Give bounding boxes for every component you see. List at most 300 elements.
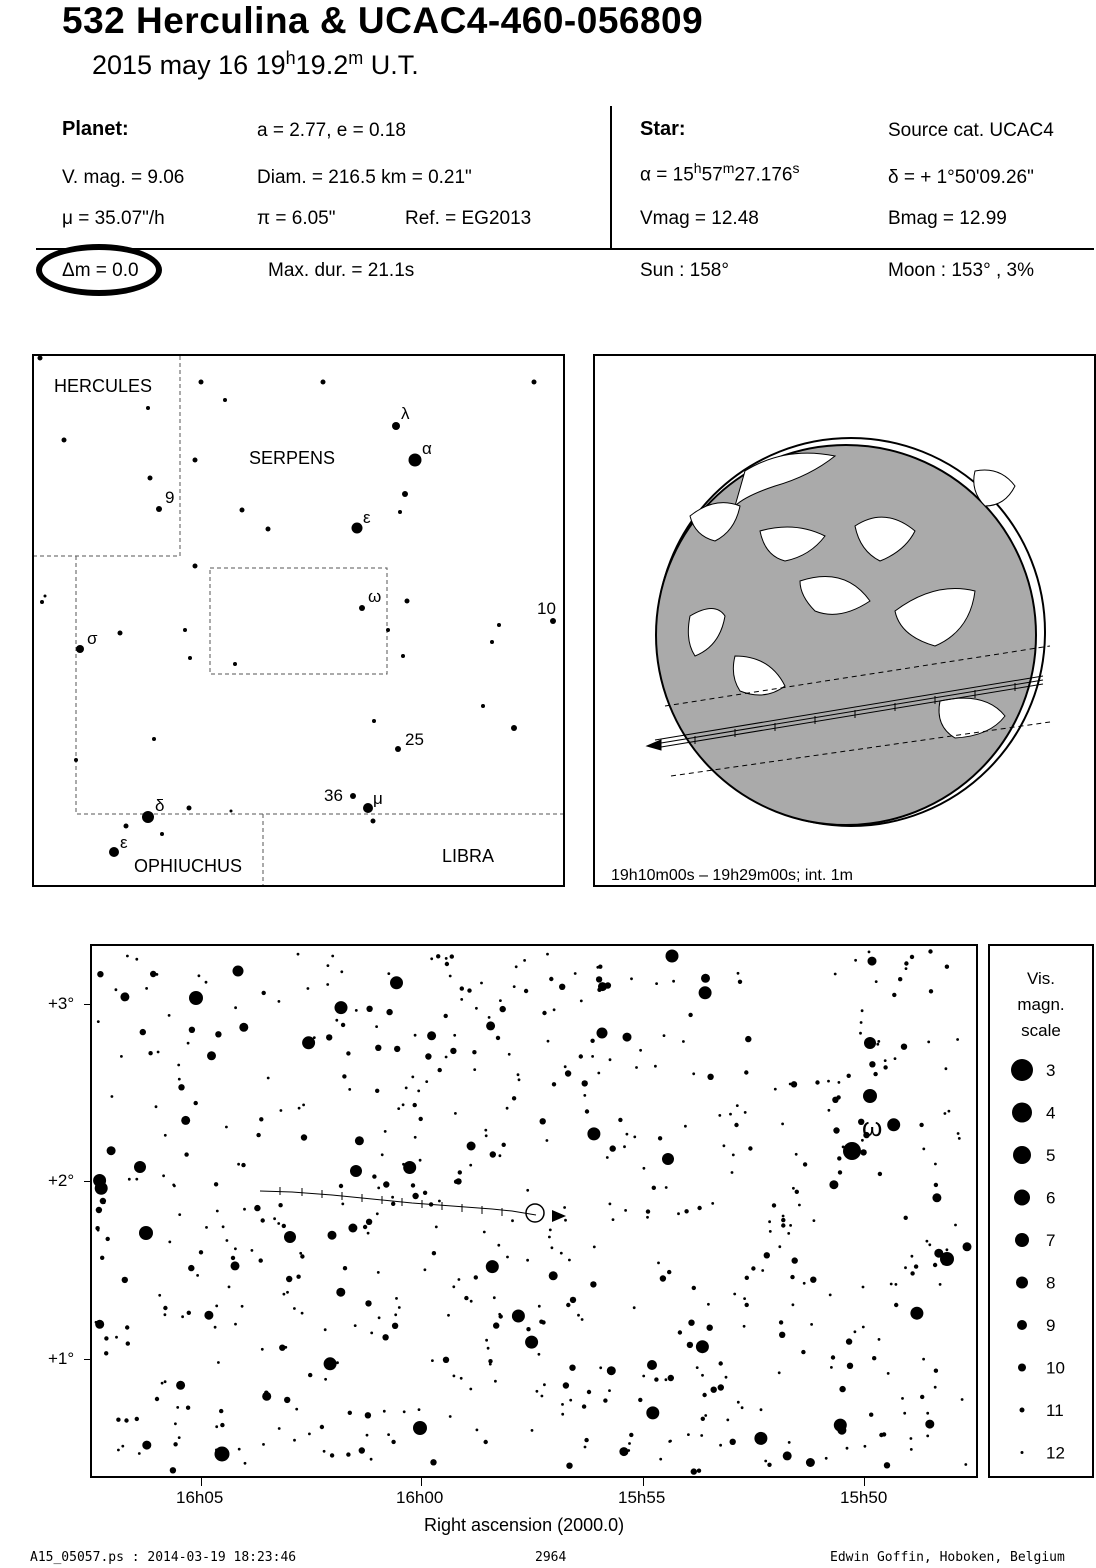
field-star xyxy=(878,1172,882,1176)
field-star xyxy=(536,1390,539,1393)
field-star xyxy=(215,1425,218,1428)
field-star xyxy=(282,1224,286,1228)
star-bmag: Bmag = 12.99 xyxy=(888,208,1007,229)
field-star xyxy=(234,1006,237,1009)
field-star xyxy=(348,1411,352,1415)
field-star xyxy=(425,1080,428,1083)
field-star xyxy=(158,1294,161,1297)
field-star xyxy=(526,1327,530,1331)
field-star xyxy=(810,1323,813,1326)
star-label-sigma: σ xyxy=(87,629,98,648)
field-star xyxy=(335,1019,338,1022)
field-star xyxy=(609,1203,612,1206)
field-star xyxy=(860,1021,863,1024)
field-star xyxy=(397,1107,400,1110)
field-star xyxy=(375,1045,381,1051)
field-star xyxy=(707,1325,713,1331)
constellation-stars xyxy=(38,356,557,857)
field-star xyxy=(869,1061,875,1067)
field-star xyxy=(540,1118,546,1124)
field-star xyxy=(320,1425,324,1429)
field-star xyxy=(432,1251,436,1255)
field-star xyxy=(764,1460,767,1463)
field-star xyxy=(591,1055,594,1058)
field-star xyxy=(390,976,403,989)
field-star xyxy=(418,1408,421,1411)
field-star xyxy=(663,1034,666,1037)
field-star xyxy=(925,1420,934,1429)
field-star xyxy=(295,1408,298,1411)
field-star xyxy=(904,1216,908,1220)
field-star xyxy=(920,1395,924,1399)
field-star xyxy=(696,1366,699,1369)
field-star xyxy=(787,1232,790,1235)
scale-dot-3 xyxy=(1011,1059,1033,1081)
field-star xyxy=(894,1057,897,1060)
xtick-1605 xyxy=(201,1478,202,1486)
ytick-1 xyxy=(84,1359,92,1360)
field-star xyxy=(862,1286,865,1289)
field-star xyxy=(445,957,448,960)
field-star xyxy=(830,1366,833,1369)
field-star xyxy=(394,1046,400,1052)
scale-label-11: 11 xyxy=(1046,1401,1064,1420)
max-duration: Max. dur. = 21.1s xyxy=(268,260,415,281)
field-stars xyxy=(93,949,971,1475)
field-star xyxy=(791,1081,797,1087)
field-star xyxy=(810,1277,816,1283)
field-star xyxy=(932,1193,941,1202)
field-star xyxy=(100,1198,106,1204)
field-star xyxy=(216,1210,219,1213)
scale-title-line-2: magn. xyxy=(1017,995,1065,1014)
field-star xyxy=(624,1209,627,1212)
field-star xyxy=(668,1375,674,1381)
field-star xyxy=(691,1468,697,1474)
field-star xyxy=(411,1076,414,1079)
star-label-epsilon-ser: ε xyxy=(363,508,371,527)
field-star xyxy=(875,980,878,983)
field-star xyxy=(697,1206,701,1210)
scale-dot-5 xyxy=(1013,1146,1031,1164)
field-star xyxy=(381,1153,384,1156)
field-star xyxy=(284,1397,290,1403)
footer-author: Edwin Goffin, Hoboken, Belgium xyxy=(830,1550,1065,1565)
ytick-label-1: +1° xyxy=(48,1349,75,1368)
field-star xyxy=(813,1219,816,1222)
field-star xyxy=(711,1202,714,1205)
delta-magnitude: Δm = 0.0 xyxy=(62,260,139,281)
field-star xyxy=(506,1256,509,1259)
field-star-bright xyxy=(134,1161,146,1173)
field-star xyxy=(286,1276,292,1282)
field-star xyxy=(398,1306,401,1309)
field-star xyxy=(782,1215,785,1218)
field-star xyxy=(701,974,710,983)
field-star xyxy=(366,1006,372,1012)
field-star xyxy=(370,1332,373,1335)
field-star xyxy=(383,1410,386,1413)
field-star xyxy=(607,1366,616,1375)
field-star xyxy=(788,1441,791,1444)
field-star xyxy=(895,1283,898,1286)
field-star xyxy=(499,999,502,1002)
field-star xyxy=(884,1462,890,1468)
field-star xyxy=(597,1072,600,1075)
field-star xyxy=(164,1313,167,1316)
field-star xyxy=(472,1050,476,1054)
field-star xyxy=(476,1429,479,1432)
field-star xyxy=(730,1439,736,1445)
footer-file: A15_05057.ps : 2014-03-19 18:23:46 xyxy=(30,1550,297,1565)
field-star xyxy=(387,1433,390,1436)
field-star xyxy=(577,1314,580,1317)
field-star xyxy=(803,1162,807,1166)
field-star xyxy=(877,1040,880,1043)
field-star-bright xyxy=(139,1226,153,1240)
field-star-bright xyxy=(940,1252,954,1266)
field-star xyxy=(737,1401,740,1404)
field-star xyxy=(342,1074,346,1078)
ytick-2 xyxy=(84,1181,92,1182)
field-star xyxy=(286,1291,289,1294)
field-star xyxy=(173,1442,177,1446)
target-star-marker xyxy=(526,1204,544,1222)
field-star xyxy=(546,1139,549,1142)
scale-label-12: 12 xyxy=(1046,1443,1065,1463)
field-star xyxy=(204,1311,213,1320)
field-star xyxy=(430,1459,436,1465)
field-star xyxy=(115,1336,118,1339)
field-star xyxy=(872,1356,876,1360)
field-star xyxy=(517,1073,520,1076)
field-star xyxy=(737,972,740,975)
field-star xyxy=(929,989,933,993)
field-star xyxy=(297,953,300,956)
field-star xyxy=(483,1231,486,1234)
field-star xyxy=(731,1171,734,1174)
field-star xyxy=(293,1439,296,1442)
field-star xyxy=(207,1051,216,1060)
field-star xyxy=(836,1095,840,1099)
field-star xyxy=(205,1226,208,1229)
field-star xyxy=(768,1220,771,1223)
scale-title-line-3: scale xyxy=(1021,1021,1061,1040)
scale-label-5: 5 xyxy=(1046,1146,1056,1165)
field-star xyxy=(825,1457,828,1460)
field-star xyxy=(241,1163,245,1167)
field-star xyxy=(231,1256,235,1260)
field-star xyxy=(376,1212,379,1215)
sun-elongation: Sun : 158° xyxy=(640,260,729,281)
field-star xyxy=(473,1068,476,1071)
field-star xyxy=(445,1056,448,1059)
field-star xyxy=(748,1146,752,1150)
scale-label-9: 9 xyxy=(1046,1316,1056,1335)
field-star xyxy=(859,1032,862,1035)
field-star xyxy=(702,1393,706,1397)
field-star xyxy=(196,1274,199,1277)
planet-parallax: π = 6.05" xyxy=(257,208,336,229)
field-star xyxy=(427,1031,436,1040)
field-star xyxy=(903,1412,906,1415)
field-star xyxy=(901,1044,907,1050)
field-star xyxy=(125,1325,129,1329)
field-star xyxy=(781,1223,785,1227)
field-star xyxy=(892,993,896,997)
field-star xyxy=(861,1009,864,1012)
field-star xyxy=(447,1314,450,1317)
xtick-label-1550: 15h50 xyxy=(840,1488,888,1507)
field-star xyxy=(598,982,607,991)
field-star xyxy=(926,1412,929,1415)
field-star xyxy=(718,1384,724,1390)
field-star xyxy=(425,1053,431,1059)
field-star xyxy=(553,1008,556,1011)
star-label-delta: δ xyxy=(155,796,165,815)
field-star xyxy=(178,1078,181,1081)
field-star xyxy=(489,1363,492,1366)
field-star xyxy=(138,1452,141,1455)
field-star-bright xyxy=(666,950,679,963)
field-star xyxy=(692,1286,696,1290)
field-star xyxy=(485,1134,488,1137)
field-star xyxy=(587,1390,591,1394)
field-star xyxy=(222,1225,225,1228)
field-star xyxy=(513,985,516,988)
field-star xyxy=(778,1371,781,1374)
field-star xyxy=(395,1297,398,1300)
field-star xyxy=(188,1265,194,1271)
field-star xyxy=(927,1041,930,1044)
star-vmag: Vmag = 12.48 xyxy=(640,208,759,229)
xtick-1550 xyxy=(864,1478,865,1486)
field-star xyxy=(163,1306,167,1310)
label-serpens: SERPENS xyxy=(249,448,336,468)
field-star xyxy=(593,1246,596,1249)
field-star xyxy=(111,1095,114,1098)
field-star xyxy=(480,982,483,985)
field-star xyxy=(767,1463,771,1467)
field-star xyxy=(910,1271,914,1275)
field-star xyxy=(135,1417,139,1421)
field-star xyxy=(934,1163,937,1166)
magnitude-scale-legend xyxy=(988,944,1094,1478)
field-star xyxy=(733,1293,736,1296)
field-star xyxy=(96,1207,102,1213)
field-star xyxy=(214,1182,218,1186)
field-star xyxy=(485,1339,488,1342)
field-star xyxy=(743,1297,746,1300)
field-star xyxy=(945,1067,948,1070)
field-star xyxy=(672,980,675,983)
field-star xyxy=(120,1055,123,1058)
field-star-bright xyxy=(215,1447,230,1462)
star-chart-svg xyxy=(92,946,976,1476)
field-star xyxy=(178,1213,181,1216)
label-hercules: HERCULES xyxy=(54,376,153,396)
field-star xyxy=(460,1377,463,1380)
field-star xyxy=(244,1462,247,1465)
field-star xyxy=(734,1123,738,1127)
field-star xyxy=(443,1357,449,1363)
field-star xyxy=(696,1340,709,1353)
field-star xyxy=(302,1104,305,1107)
field-star xyxy=(512,1096,516,1100)
field-star xyxy=(449,975,452,978)
field-star xyxy=(225,1126,228,1129)
field-star xyxy=(189,1027,195,1033)
field-star xyxy=(438,1200,441,1203)
field-star xyxy=(561,1403,564,1406)
field-star xyxy=(323,1450,326,1453)
field-star xyxy=(413,1103,417,1107)
scale-dot-12 xyxy=(1021,1451,1024,1454)
field-star xyxy=(546,953,549,956)
field-star xyxy=(424,1268,427,1271)
field-star xyxy=(135,958,138,961)
earth-globe-panel xyxy=(593,354,1096,887)
field-star xyxy=(176,1381,185,1390)
field-star-bright xyxy=(350,1165,362,1177)
scale-dots xyxy=(990,946,1092,1476)
field-star xyxy=(256,1133,260,1137)
moon-elongation: Moon : 153° , 3% xyxy=(888,260,1034,281)
field-star xyxy=(234,1247,237,1250)
field-star xyxy=(719,1444,722,1447)
field-star xyxy=(435,1226,438,1229)
field-star xyxy=(934,1183,938,1187)
field-star xyxy=(700,1434,703,1437)
field-star xyxy=(450,1048,456,1054)
field-star xyxy=(128,1178,131,1181)
xtick-label-1600: 16h00 xyxy=(396,1488,444,1507)
field-star xyxy=(359,1447,365,1453)
field-star xyxy=(414,1136,417,1139)
field-star xyxy=(383,1181,389,1187)
field-star xyxy=(798,1204,801,1207)
field-star xyxy=(854,959,857,962)
field-star xyxy=(95,1321,98,1324)
star-label-9: 9 xyxy=(165,488,175,507)
field-star xyxy=(926,1435,929,1438)
field-star xyxy=(377,1187,380,1190)
field-star xyxy=(273,1217,276,1220)
field-star xyxy=(341,1023,345,1027)
field-star xyxy=(847,1074,851,1078)
field-star xyxy=(646,1216,649,1219)
field-star xyxy=(837,1156,841,1160)
event-datetime: 2015 may 16 19$^h$19.2$^m$ U.T. xyxy=(92,48,419,80)
field-star xyxy=(145,987,148,990)
field-star xyxy=(736,1104,739,1107)
field-star xyxy=(548,1236,551,1239)
field-star xyxy=(628,1442,631,1445)
field-star xyxy=(467,988,471,992)
label-ophiuchus: OPHIUCHUS xyxy=(134,856,243,876)
field-star xyxy=(500,1006,506,1012)
field-star xyxy=(697,1469,701,1473)
field-star xyxy=(178,1436,181,1439)
field-star xyxy=(97,1020,100,1023)
field-star xyxy=(168,1014,171,1017)
field-star xyxy=(296,1275,300,1279)
field-star xyxy=(687,1342,693,1348)
field-star xyxy=(904,961,908,965)
field-star xyxy=(436,954,440,958)
field-star xyxy=(566,1463,572,1469)
field-star xyxy=(838,1170,842,1174)
field-star xyxy=(511,1219,514,1222)
field-star xyxy=(484,1440,488,1444)
scale-dot-7 xyxy=(1015,1233,1029,1247)
field-star xyxy=(905,967,908,970)
field-star xyxy=(403,1161,416,1174)
field-star xyxy=(911,1255,914,1258)
field-star xyxy=(164,1380,167,1383)
field-star xyxy=(184,1152,188,1156)
field-star xyxy=(879,1433,883,1437)
field-star xyxy=(336,1361,339,1364)
field-star xyxy=(241,1305,244,1308)
field-star xyxy=(678,1330,682,1334)
field-star xyxy=(718,1114,721,1117)
field-star xyxy=(354,1324,357,1327)
scale-dot-9 xyxy=(1017,1320,1027,1330)
field-star xyxy=(603,1398,607,1402)
field-star xyxy=(964,1463,967,1466)
field-star xyxy=(475,1007,478,1010)
field-star xyxy=(506,1107,509,1110)
field-star xyxy=(121,1445,124,1448)
field-star xyxy=(939,1283,942,1286)
field-star xyxy=(795,1190,799,1194)
field-star xyxy=(549,1271,558,1280)
field-star xyxy=(910,1307,923,1320)
field-star xyxy=(170,1467,176,1473)
field-star xyxy=(470,1300,473,1303)
field-star xyxy=(590,1281,596,1287)
planet-diameter: Diam. = 216.5 km = 0.21" xyxy=(257,167,472,188)
field-star xyxy=(301,1134,307,1140)
field-star xyxy=(214,1326,217,1329)
field-star xyxy=(117,1449,120,1452)
field-star xyxy=(919,1123,923,1127)
field-star xyxy=(243,1208,246,1211)
field-star-bright xyxy=(189,991,203,1005)
field-star xyxy=(181,1315,184,1318)
constellation-map xyxy=(32,354,565,887)
field-star xyxy=(701,1374,704,1377)
field-star xyxy=(948,1110,951,1113)
field-star xyxy=(668,1440,671,1443)
field-star xyxy=(412,1193,418,1199)
field-star xyxy=(198,974,201,977)
field-star xyxy=(834,973,837,976)
field-star xyxy=(324,1328,327,1331)
field-star xyxy=(377,1271,380,1274)
field-star xyxy=(278,1000,281,1003)
field-star xyxy=(324,1378,327,1381)
field-star xyxy=(904,1266,907,1269)
field-star-bright xyxy=(647,1360,657,1370)
field-star xyxy=(726,1419,729,1422)
field-star xyxy=(583,1094,586,1097)
field-star xyxy=(928,949,932,953)
field-star xyxy=(642,1375,645,1378)
field-star xyxy=(779,1332,785,1338)
scale-dot-4 xyxy=(1012,1103,1032,1123)
